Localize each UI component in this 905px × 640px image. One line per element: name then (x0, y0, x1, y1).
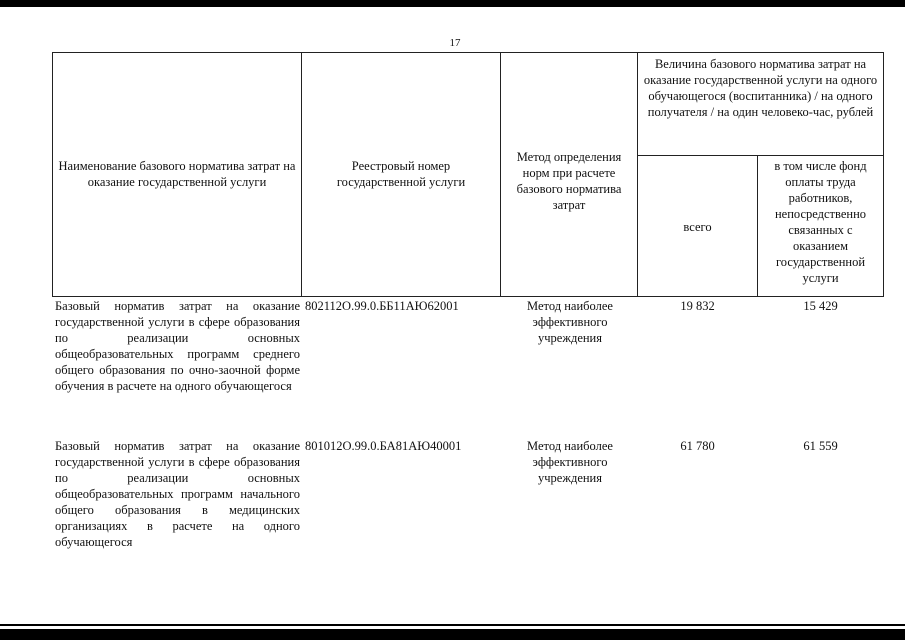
row-method: Метод наиболее эффективного учреждения (527, 299, 613, 345)
row-total: 61 780 (680, 439, 715, 453)
row-payroll: 61 559 (803, 439, 838, 453)
header-total-label: всего (683, 220, 712, 234)
scan-bottom-edge (0, 629, 905, 640)
scan-top-edge (0, 0, 905, 7)
header-value-group-label: Величина базового норматива затрат на оказание государственной услуги на одного обучающегося (воспитанника) / на одного получателя / на один человеко-час, рублей (643, 57, 878, 119)
header-method-label: Метод определения норм при расчете базового норматива затрат (516, 150, 622, 212)
row-registry: 802112О.99.0.ББ11АЮ62001 (305, 299, 459, 313)
row-registry: 801012О.99.0.БА81АЮ40001 (305, 439, 462, 453)
header-registry-label: Реестровый номер государственной услуги (336, 159, 466, 189)
row-method: Метод наиболее эффективного учреждения (527, 439, 613, 485)
page-number: 17 (449, 37, 461, 49)
row-name: Базовый норматив затрат на оказание государственной услуги в сфере образования по реализации основных общеобразовательных программ среднего общего образования по очно-заочной форме обучения в расчете на одного обучающегося (55, 299, 300, 393)
row-payroll: 15 429 (803, 299, 838, 313)
row-name: Базовый норматив затрат на оказание государственной услуги в сфере образования по реализации основных общеобразовательных программ начального общего образования в медицинских организациях в расчете на одного обучающегося (55, 439, 300, 549)
header-payroll-label: в том числе фонд оплаты труда работников, непосредственно связанных с оказанием государственной услуги (774, 159, 867, 285)
header-name-label: Наименование базового норматива затрат на оказание государственной услуги (58, 159, 296, 189)
row-total: 19 832 (680, 299, 715, 313)
